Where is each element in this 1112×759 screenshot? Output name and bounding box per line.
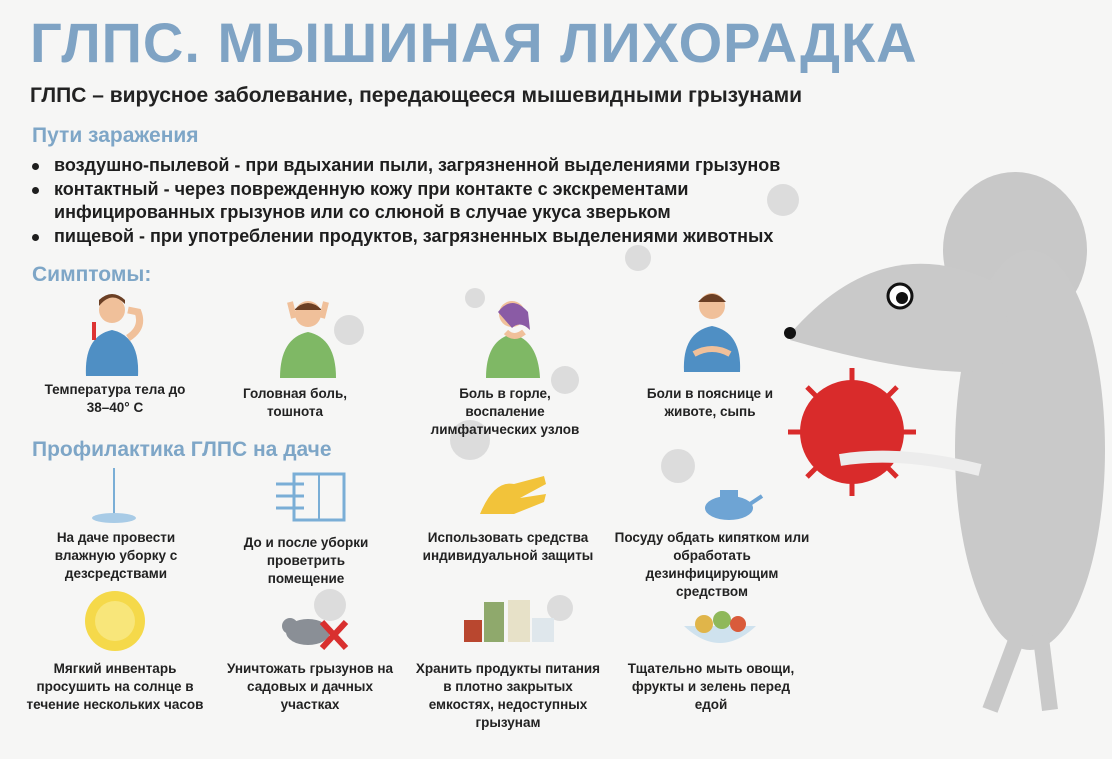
symptom-caption: Боль в горле, воспаление лимфатических узлов <box>430 386 580 437</box>
sun-icon <box>80 586 150 656</box>
page-subtitle: ГЛПС – вирусное заболевание, передающееся мышевидными грызунами <box>30 84 803 107</box>
jars-icon <box>458 596 558 646</box>
bullet-icon <box>32 234 39 241</box>
page-title: ГЛПС. МЫШИНАЯ ЛИХОРАДКА <box>30 11 918 74</box>
transmission-item: пищевой - при употреблении продуктов, загрязненных выделениями животных <box>32 225 862 248</box>
transmission-item: контактный - через поврежденную кожу при контакте с экскрементами инфицированных грызунов или со слюной в случае укуса зверьком <box>32 178 792 224</box>
prevention-caption: До и после уборки проветрить помещение <box>243 535 369 586</box>
window-icon <box>274 470 354 525</box>
prevention-caption: Хранить продукты питания в плотно закрытых емкостях, недоступных грызунам <box>415 661 601 730</box>
prevention-caption: Мягкий инвентарь просушить на солнце в течение нескольких часов <box>26 661 204 712</box>
symptom-caption: Головная боль, тошнота <box>243 386 347 419</box>
mouse-illustration-icon <box>780 170 1110 730</box>
prevention-caption: На даче провести влажную уборку с дезсредствами <box>54 530 178 581</box>
bullet-icon <box>32 187 39 194</box>
bullet-icon <box>32 163 39 170</box>
sore-throat-person-icon <box>480 290 550 380</box>
virus-icon <box>788 368 916 496</box>
prevention-caption: Использовать средства индивидуальной защиты <box>422 530 594 563</box>
prevention-heading: Профилактика ГЛПС на даче <box>32 438 332 461</box>
crossed-rat-icon <box>278 602 358 657</box>
symptom-caption: Боли в пояснице и животе, сыпь <box>646 386 774 419</box>
symptoms-heading: Симптомы: <box>32 263 152 286</box>
transmission-item: воздушно-пылевой - при вдыхании пыли, загрязненной выделениями грызунов <box>32 154 862 177</box>
kettle-icon <box>694 478 764 523</box>
headache-person-icon <box>274 288 344 378</box>
fever-person-icon <box>78 288 158 378</box>
symptom-caption: Температура тела до 38–40° С <box>44 382 186 415</box>
prevention-caption: Уничтожать грызунов на садовых и дачных участках <box>227 661 393 712</box>
prevention-caption: Тщательно мыть овощи, фрукты и зелень перед едой <box>627 661 795 712</box>
fruit-bowl-icon <box>680 604 760 654</box>
prevention-caption: Посуду обдать кипятком или обработать дезинфицирующим средством <box>614 530 810 599</box>
mop-icon <box>84 468 144 528</box>
back-pain-person-icon <box>672 284 752 374</box>
transmission-heading: Пути заражения <box>32 124 199 147</box>
gloves-icon <box>474 474 554 524</box>
